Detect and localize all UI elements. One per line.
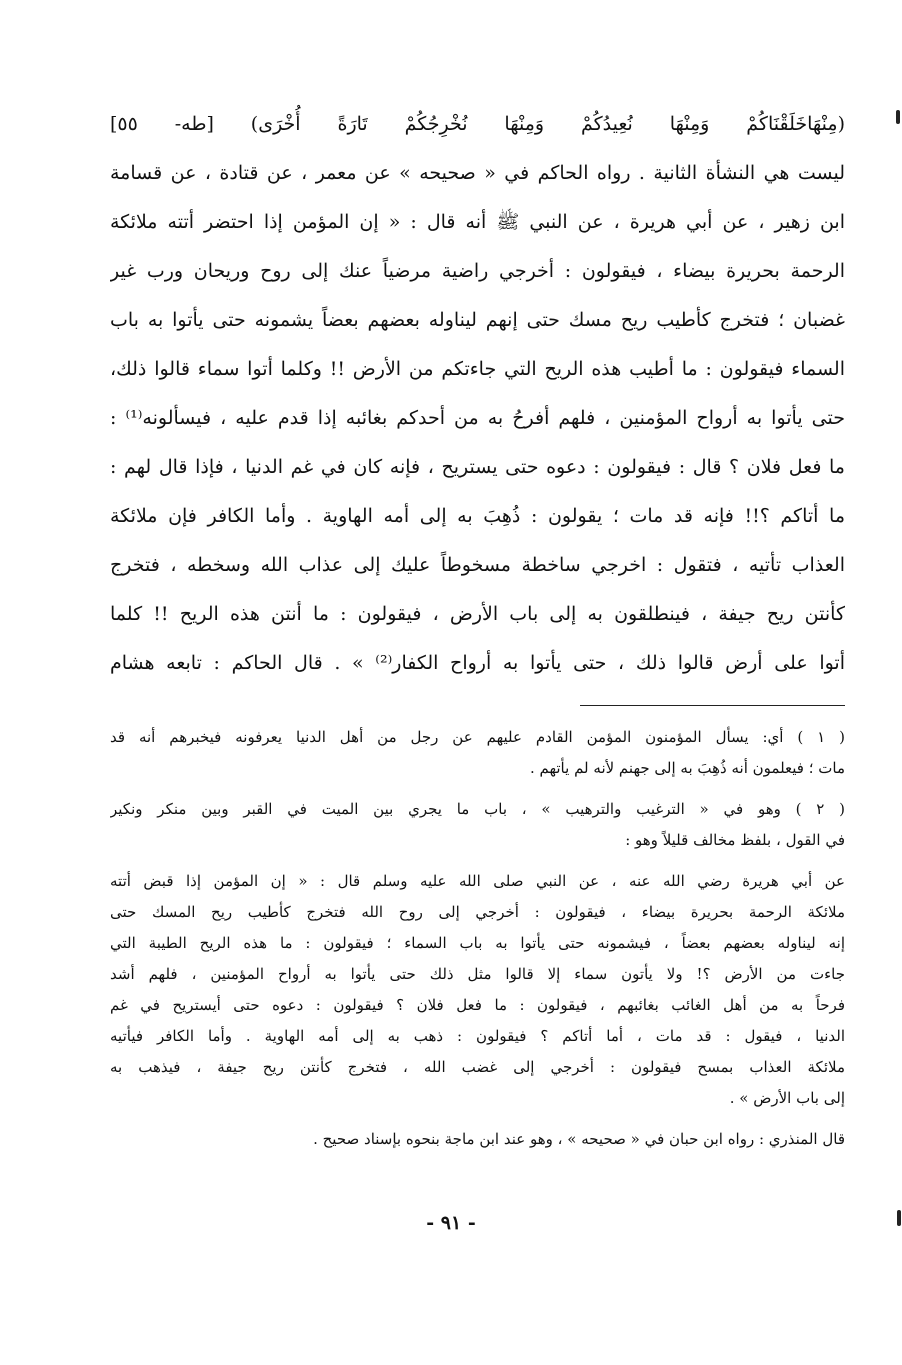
text-line: السماء فيقولون : ما أطيب هذه الريح التي جاءتكم من الأرض !! وكلما أتوا سماء قالوا ذلك، <box>110 358 845 380</box>
footnote-line: قال المنذري : رواه ابن حبان في « صحيحه » ، وهو عند ابن ماجة بنحوه بإسناد صحيح . <box>313 1130 845 1148</box>
footnote-line: إنه ليناوله بعضهم بعضاً ، فيشمونه حتى يأتوا به باب السماء ؛ فيقولون : ما هذه الريح الطيبة التي <box>110 934 845 952</box>
footnote-line: مات ؛ فيعلمون أنه ذُهِبَ به إلى جهنم لأنه لم يأتهم . <box>529 759 845 777</box>
footnote-line: عن أبي هريرة رضي الله عنه ، عن النبي صلى الله عليه وسلم قال : « إن المؤمن إذا قبض أتته <box>110 872 845 890</box>
text-line: حتى يأتوا به أرواح المؤمنين ، فلهم أفرحُ به من أحدكم بغائبه إذا قدم عليه ، فيسألونه⁽¹⁾ : <box>110 407 845 429</box>
footnote-separator <box>580 705 845 706</box>
text-line: ما فعل فلان ؟ قال : فيقولون : دعوه حتى يستريح ، فإنه كان في غم الدنيا ، فإذا قال لهم : <box>110 456 845 478</box>
text-line: (مِنْهَاخَلَقْنَاكُمْ وَمِنْهَا نُعِيدُكُمْ وَمِنْهَا نُخْرِجُكُمْ تَارَةً أُخْرَى) [طه- ٥٥] <box>110 113 845 135</box>
text-line: ابن زهير ، عن أبي هريرة ، عن النبي ﷺ أنه قال : « إن المؤمن إذا احتضر أتته ملائكة <box>110 211 845 233</box>
footnote-1 <box>110 722 845 784</box>
footnotes <box>110 722 845 1155</box>
footnote-line: إلى باب الأرض » . <box>729 1089 845 1107</box>
footnote-line: في القول ، بلفظ مخالف قليلاً وهو : <box>625 831 845 849</box>
scan-edge-mark <box>897 1210 901 1226</box>
text-line: أتوا على أرض قالوا ذلك ، حتى يأتوا به أرواح الكفار⁽²⁾ » . قال الحاكم : تابعه هشام <box>110 652 845 674</box>
text-line: ليست هي النشأة الثانية . رواه الحاكم في « صحيحه » عن معمر ، عن قتادة ، عن قسامة <box>110 162 845 184</box>
footnote-line: جاءت من الأرض ؟! ولا يأتون سماء إلا قالوا مثل ذلك حتى يأتوا به أرواح المؤمنين ، فلهم أشد <box>110 965 845 983</box>
text-line: ما أتاكم ؟!! فإنه قد مات ؛ يقولون : ذُهِبَ به إلى أمه الهاوية . وأما الكافر فإن ملائكة <box>110 505 845 527</box>
footnote-line: فرحاً به من أهل الغائب بغائبهم ، فيقولون : ما فعل فلان ؟ فيقولون : دعوه حتى أيستريح في غم <box>110 996 845 1014</box>
footnote-2 <box>110 794 845 856</box>
text-line: كأنتن ريح جيفة ، فينطلقون به إلى باب الأرض ، فيقولون : ما أنتن هذه الريح !! كلما <box>110 603 845 625</box>
text-line: الرحمة بحريرة بيضاء ، فيقولون : أخرجي راضية مرضياً عنك إلى روح وريحان ورب غير <box>110 260 845 282</box>
page-number: - ٩١ - <box>426 1212 476 1234</box>
footnote-line: الدنيا ، فيقول : قد مات ، أما أتاكم ؟ فيقولون : ذهب به إلى أمه الهاوية . وأما الكافر فيأتيه <box>110 1027 845 1045</box>
footnote-line: ملائكة الرحمة بحريرة بيضاء ، فيقولون : أخرجي إلى روح الله فتخرج كأطيب ريح المسك حتى <box>110 903 845 921</box>
footnote-line: ( ١ ) أي: يسأل المؤمنون المؤمن القادم عليهم عن رجل من أهل الدنيا يعرفونه فيخبرهم أنه قد <box>110 728 845 746</box>
text-line: العذاب تأتيه ، فتقول : اخرجي ساخطة مسخوطاً عليك إلى عذاب الله وسخطه ، فتخرج <box>110 554 845 576</box>
footnote-quote <box>110 866 845 1114</box>
footnote-mundhiri <box>110 1124 845 1155</box>
footnote-line: ( ٢ ) وهو في « الترغيب والترهيب » ، باب ما يجري بين الميت في القبر وبين منكر ونكير <box>110 800 845 818</box>
scan-edge-mark <box>896 110 900 124</box>
text-line: غضبان ؛ فتخرج كأطيب ريح مسك حتى إنهم ليناوله بعضهم بعضاً يشمونه حتى يأتوا به باب <box>110 309 845 331</box>
main-text <box>110 100 845 688</box>
footnote-line: ملائكة العذاب بمسح فيقولون : أخرجي إلى غضب الله ، فتخرج كأنتن ريح جيفة ، فيذهب به <box>110 1058 845 1076</box>
